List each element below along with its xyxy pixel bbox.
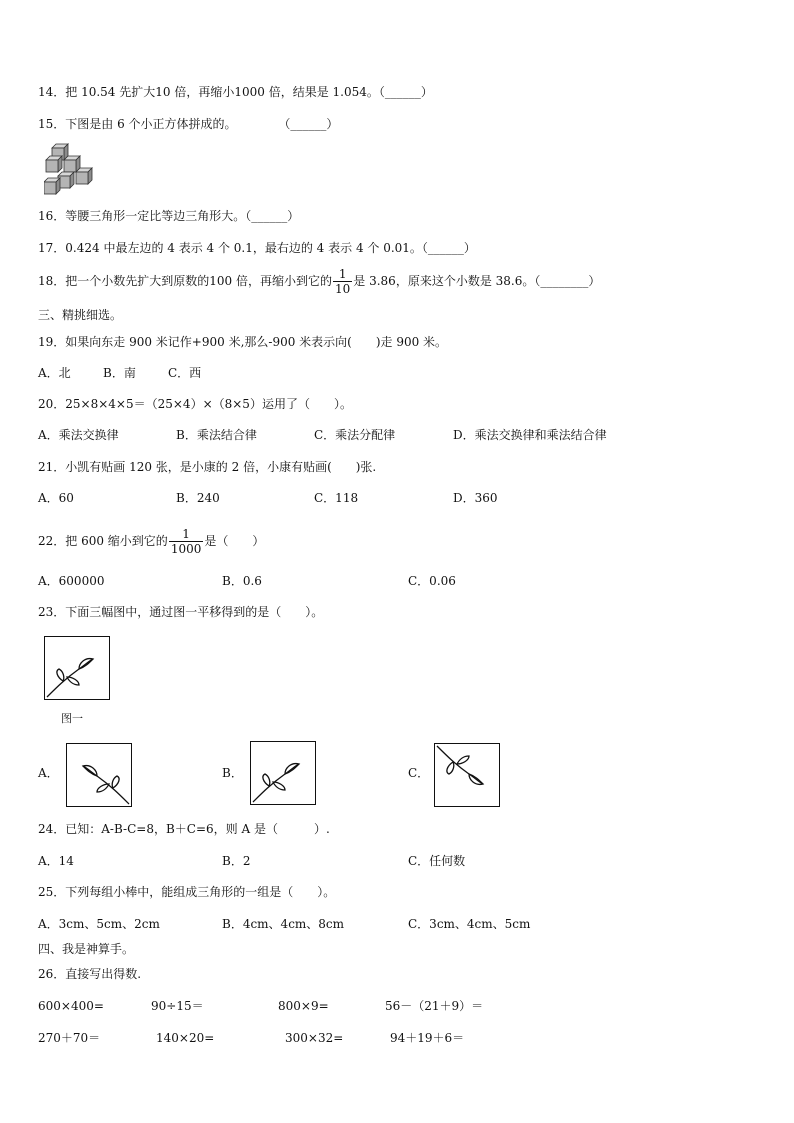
question-21: 21．小凯有贴画 120 张，是小康的 2 倍，小康有贴画( )张. (38, 460, 377, 474)
figure-option-b-box[interactable] (250, 741, 316, 805)
q25-option-a[interactable]: A．3cm、5cm、2cm (38, 917, 160, 931)
q23-option-b[interactable]: B． (222, 766, 243, 780)
q20-option-b[interactable]: B．乘法结合律 (176, 428, 257, 442)
q24-option-c[interactable]: C．任何数 (408, 854, 466, 868)
question-23: 23．下面三幅图中，通过图一平移得到的是（ ）。 (38, 605, 324, 619)
q25-option-c[interactable]: C．3cm、4cm、5cm (408, 917, 531, 931)
section-4-heading: 四、我是神算手。 (38, 942, 135, 956)
q19-option-c[interactable]: C．西 (168, 366, 202, 380)
fraction-one-tenth: $\frac{1}{10}$ (335, 267, 351, 296)
leaf-sprig-figure-one (45, 637, 109, 699)
calc-r2-1: 270＋70＝ (38, 1031, 101, 1045)
question-19: 19．如果向东走 900 米记作+900 米,那么-900 米表示向( )走 900 米。 (38, 335, 448, 349)
q22-option-c[interactable]: C．0.06 (408, 574, 456, 588)
cube-stack-image (44, 142, 100, 196)
question-20: 20．25×8×4×5＝（25×4）×（8×5）运用了（ ）。 (38, 397, 352, 411)
question-17: 17．0.424 中最左边的 4 表示 4 个 0.1，最右边的 4 表示 4 个 0.01。（______） (38, 241, 476, 255)
figure-one-caption: 图一 (61, 712, 83, 725)
question-25: 25．下列每组小棒中，能组成三角形的一组是（ ）。 (38, 885, 336, 899)
calc-r1-2: 90÷15＝ (151, 999, 204, 1013)
question-15 (38, 116, 338, 132)
q19-option-b[interactable]: B．南 (103, 366, 136, 380)
question-18-pre: 18．把一个小数先扩大到原数的100 倍，再缩小到它的 (38, 274, 332, 288)
question-18-post: 是 3.86，原来这个小数是 38.6。（________） (353, 274, 601, 288)
q19-option-a[interactable]: A．北 (38, 366, 71, 380)
q23-option-a[interactable]: A． (38, 766, 59, 780)
q20-option-d[interactable]: D．乘法交换律和乘法结合律 (453, 428, 607, 442)
section-3-heading: 三、精挑细选。 (38, 308, 123, 322)
calc-r1-1: 600×400= (38, 999, 104, 1013)
q21-option-d[interactable]: D．360 (453, 491, 498, 505)
calc-r2-4: 94＋19＋6＝ (390, 1031, 465, 1045)
question-22 (38, 524, 264, 558)
leaf-sprig-option-c (435, 744, 499, 806)
calc-r2-3: 300×32= (285, 1031, 344, 1045)
leaf-sprig-option-b (251, 742, 315, 804)
question-22-pre: 22．把 600 缩小到它的 (38, 534, 168, 548)
question-14: 14．把 10.54 先扩大10 倍，再缩小1000 倍，结果是 1.054。（______） (38, 85, 433, 99)
q23-option-c[interactable]: C． (408, 766, 430, 780)
q20-option-a[interactable]: A．乘法交换律 (38, 428, 119, 442)
question-16: 16．等腰三角形一定比等边三角形大。（______） (38, 209, 300, 223)
q24-option-a[interactable]: A．14 (38, 854, 74, 868)
figure-option-a-box[interactable] (66, 743, 132, 807)
q22-option-b[interactable]: B．0.6 (222, 574, 262, 588)
question-26: 26．直接写出得数. (38, 967, 142, 981)
calc-r1-3: 800×9= (278, 999, 329, 1013)
question-18 (38, 266, 600, 296)
figure-option-c-box[interactable] (434, 743, 500, 807)
question-22-post: 是（ ） (204, 534, 265, 548)
leaf-sprig-option-a (67, 744, 131, 806)
figure-one-box (44, 636, 110, 700)
q21-option-c[interactable]: C．118 (314, 491, 359, 505)
question-24: 24．已知：A-B-C=8，B＋C=6，则 A 是（ ）. (38, 822, 330, 836)
calc-r1-4: 56－（21＋9）＝ (385, 999, 484, 1013)
q25-option-b[interactable]: B．4cm、4cm、8cm (222, 917, 345, 931)
question-15-blank: （______） (278, 117, 339, 131)
question-15-text: 15．下图是由 6 个小正方体拼成的。 (38, 117, 237, 131)
q22-option-a[interactable]: A．600000 (38, 574, 105, 588)
fraction-one-thousandth: $\frac{1}{1000}$ (170, 527, 202, 556)
q20-option-c[interactable]: C．乘法分配律 (314, 428, 396, 442)
q24-option-b[interactable]: B．2 (222, 854, 251, 868)
q21-option-a[interactable]: A．60 (38, 491, 74, 505)
calc-r2-2: 140×20= (156, 1031, 215, 1045)
q21-option-b[interactable]: B．240 (176, 491, 220, 505)
